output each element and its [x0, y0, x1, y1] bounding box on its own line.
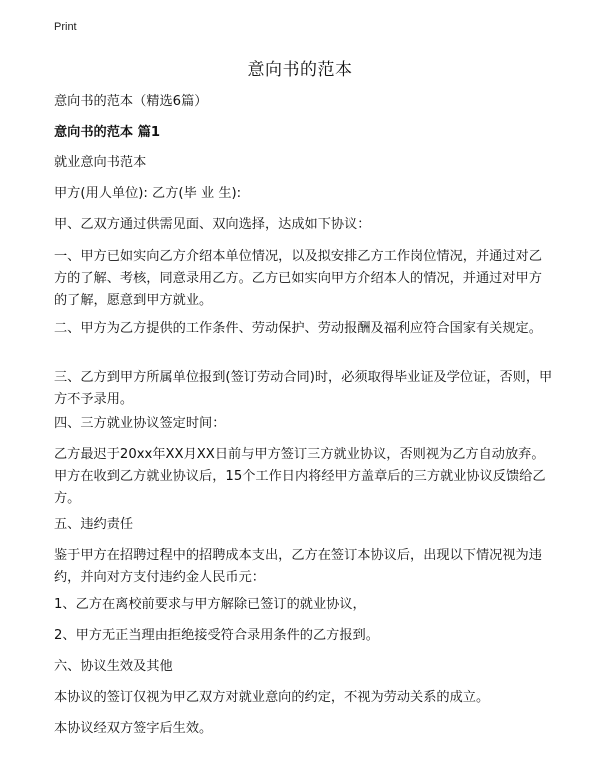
section-heading: 意向书的范本 篇1 [54, 125, 161, 140]
paragraph-clause-4-body: 乙方最迟于20xx年XX月XX日前与甲方签订三方就业协议，否则视为乙方自动放弃。甲方在收到乙方就业协议后，15个工作日内将经甲方盖章后的三方就业协议反馈给乙方。 [54, 447, 546, 506]
paragraph-clause-2: 二、甲方为乙方提供的工作条件、劳动保护、劳动报酬及福利应符合国家有关规定。 [54, 321, 542, 336]
paragraph-effective: 本协议经双方签字后生效。 [54, 721, 213, 736]
paragraph-intro-title: 就业意向书范本 [54, 155, 147, 170]
paragraph-parties: 甲方(用人单位): 乙方(毕 业 生): [54, 186, 242, 201]
document-title: 意向书的范本 [247, 60, 353, 80]
paragraph-clause-4-heading: 四、三方就业协议签定时间： [54, 416, 226, 431]
paragraph-clause-6-body: 本协议的签订仅视为甲乙双方对就业意向的约定，不视为劳动关系的成立。 [54, 690, 490, 705]
paragraph-clause-5-body: 鉴于甲方在招聘过程中的招聘成本支出，乙方在签订本协议后，出现以下情况视为违约，并向对方支付违约金人民币元： [54, 548, 542, 585]
paragraph-clause-5-heading: 五、违约责任 [54, 517, 134, 532]
document-subtitle: 意向书的范本（精选6篇） [54, 94, 208, 109]
paragraph-clause-6-heading: 六、协议生效及其他 [54, 659, 173, 674]
paragraph-agreement-intro: 甲、乙双方通过供需见面、双向选择，达成如下协议： [54, 217, 371, 232]
paragraph-clause-5-item-1: 1、乙方在离校前要求与甲方解除已签订的就业协议， [54, 597, 366, 612]
paragraph-clause-1: 一、甲方已如实向乙方介绍本单位情况，以及拟安排乙方工作岗位情况，并通过对乙方的了解、考核，同意录用乙方。乙方已如实向甲方介绍本人的情况，并通过对甲方的了解，愿意到甲方就业。 [54, 249, 542, 308]
paragraph-clause-5-item-2: 2、甲方无正当理由拒绝接受符合录用条件的乙方报到。 [54, 628, 379, 643]
print-label: Print [54, 21, 77, 33]
paragraph-clause-3: 三、乙方到甲方所属单位报到(签订劳动合同)时，必须取得毕业证及学位证，否则，甲方不予录用。 [54, 370, 553, 407]
